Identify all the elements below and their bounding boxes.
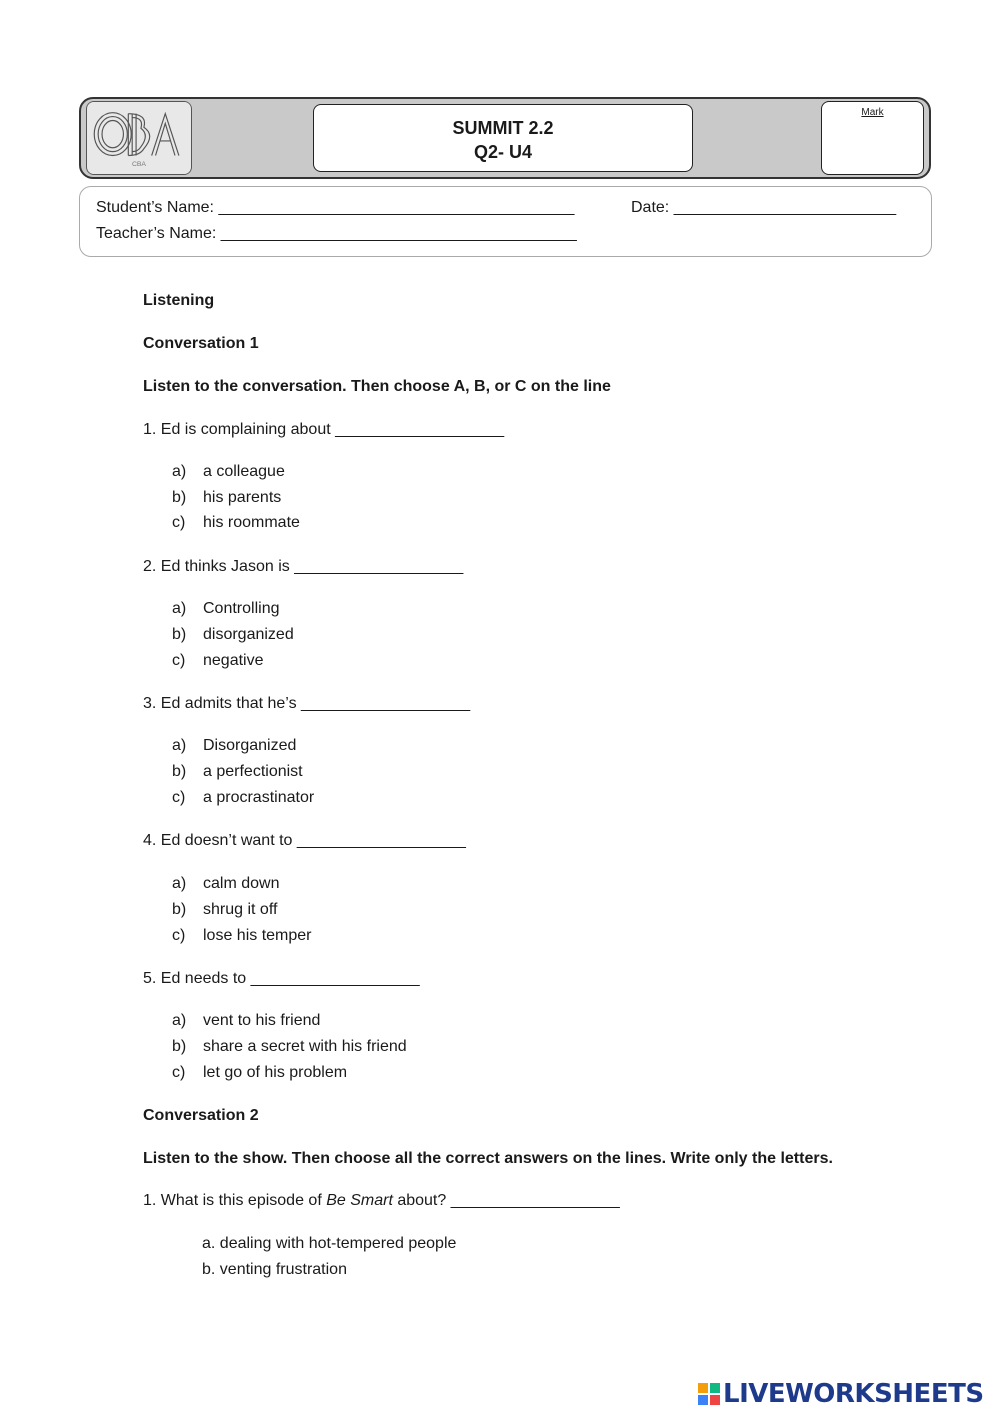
q1-option-b-letter: b) (172, 489, 187, 506)
c2-q1-prefix: 1. What is this episode of (143, 1192, 327, 1209)
q3-option-b: a perfectionist (203, 763, 303, 780)
q2-option-b-letter: b) (172, 626, 187, 643)
q1-option-a: a colleague (203, 463, 285, 480)
c2-option-b: b. venting frustration (202, 1261, 347, 1278)
q5-option-b-letter: b) (172, 1038, 187, 1055)
liveworksheets-brand: LIVEWORKSHEETS (723, 1379, 984, 1409)
q1-option-c-letter: c) (172, 514, 186, 531)
q2-option-a: Controlling (203, 600, 280, 617)
q2-option-c-letter: c) (172, 652, 186, 669)
q3-option-c: a procrastinator (203, 789, 315, 806)
worksheet-subtitle: Q2- U4 (473, 142, 533, 162)
q4-option-b-letter: b) (172, 901, 187, 918)
q5-option-c: let go of his problem (203, 1064, 348, 1081)
q4-option-b: shrug it off (203, 901, 278, 918)
title-box (313, 104, 693, 172)
conversation-1-title: Conversation 1 (143, 335, 259, 352)
conversation-2-instruction: Listen to the show. Then choose all the correct answers on the lines. Write only the letters. (143, 1150, 833, 1167)
q3-option-a: Disorganized (203, 737, 297, 754)
q3-option-a-letter: a) (172, 737, 187, 754)
conversation-1-instruction: Listen to the conversation. Then choose A, B, or C on the line (143, 378, 611, 395)
student-info-box (79, 186, 932, 257)
q5-option-a-letter: a) (172, 1012, 187, 1029)
c2-q1-suffix: about? ___________________ (392, 1192, 620, 1209)
question-2-stem[interactable]: 2. Ed thinks Jason is ___________________ (143, 558, 464, 575)
q2-option-a-letter: a) (172, 600, 187, 617)
conversation-2-title: Conversation 2 (143, 1107, 259, 1124)
school-logo-icon (87, 102, 191, 174)
q2-option-b: disorganized (203, 626, 294, 643)
question-5-stem[interactable]: 5. Ed needs to ___________________ (143, 970, 420, 987)
section-title: Listening (143, 292, 215, 309)
student-name-field[interactable]: Student’s Name: ________________________________________ (96, 199, 575, 216)
q2-option-c: negative (203, 652, 264, 669)
worksheet-title: SUMMIT 2.2 (452, 118, 554, 138)
question-3-stem[interactable]: 3. Ed admits that he’s ___________________ (143, 695, 471, 712)
question-4-stem[interactable]: 4. Ed doesn’t want to ___________________ (143, 832, 466, 849)
liveworksheets-icon (697, 1382, 721, 1406)
school-logo (86, 101, 192, 175)
q4-option-c-letter: c) (172, 927, 186, 944)
q5-option-a: vent to his friend (203, 1012, 321, 1029)
q3-option-c-letter: c) (172, 789, 186, 806)
c2-option-a: a. dealing with hot-tempered people (202, 1235, 457, 1252)
question-1-stem[interactable]: 1. Ed is complaining about ___________________ (143, 421, 505, 438)
q5-option-c-letter: c) (172, 1064, 186, 1081)
mark-box[interactable] (821, 101, 924, 175)
q3-option-b-letter: b) (172, 763, 187, 780)
teacher-name-field[interactable]: Teacher’s Name: ________________________________________ (96, 225, 577, 242)
mark-label: Mark (861, 107, 884, 118)
q1-option-b: his parents (203, 489, 282, 506)
liveworksheets-logo[interactable] (697, 1378, 984, 1410)
logo-text: CBA (132, 161, 146, 169)
q4-option-a: calm down (203, 875, 280, 892)
conversation-2-question-1[interactable] (143, 1191, 620, 1211)
q4-option-c: lose his temper (203, 927, 312, 944)
q1-option-c: his roommate (203, 514, 300, 531)
c2-q1-show-name: Be Smart (326, 1192, 393, 1209)
q4-option-a-letter: a) (172, 875, 187, 892)
q1-option-a-letter: a) (172, 463, 187, 480)
date-field[interactable]: Date: _________________________ (631, 199, 897, 216)
q5-option-b: share a secret with his friend (203, 1038, 407, 1055)
